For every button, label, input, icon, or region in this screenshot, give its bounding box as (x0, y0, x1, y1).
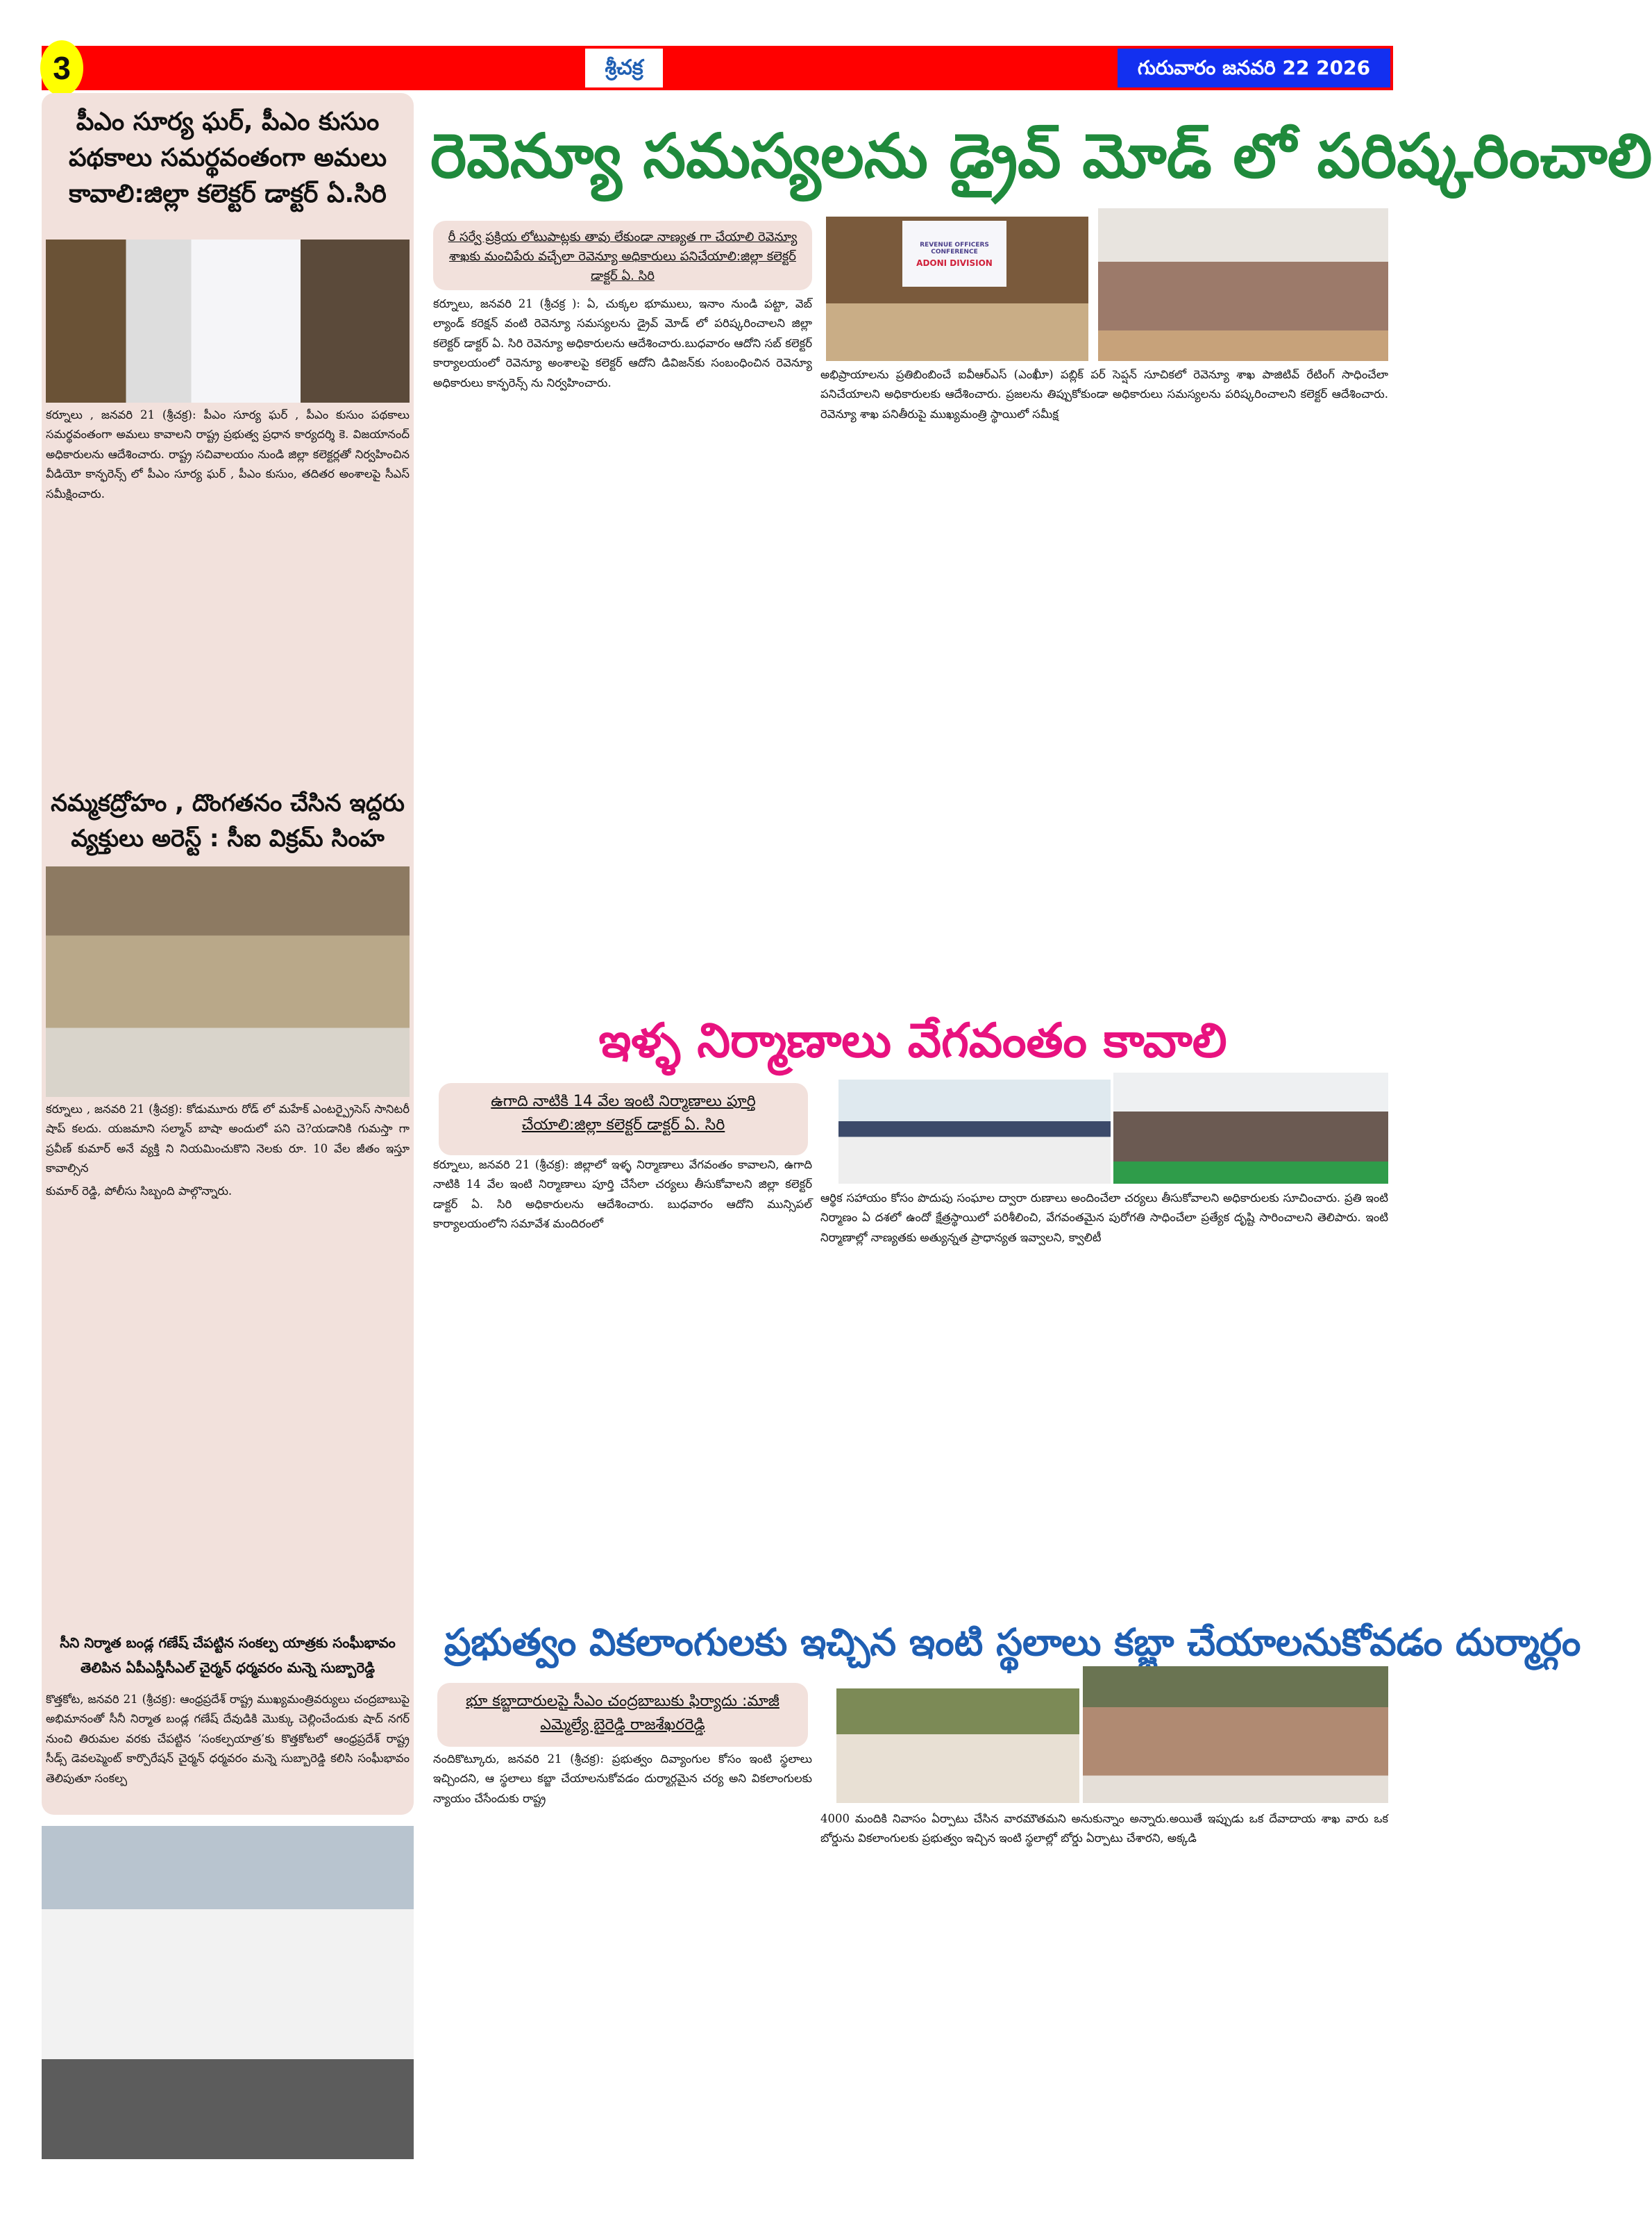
article-5-subhead: ఉగాది నాటికి 14 వేల ఇంటి నిర్మాణాలు పూర్తి చేయాలి:జిల్లా కలెక్టర్ డాక్టర్ ఏ. సిరి (439, 1083, 808, 1155)
article-6-subhead: భూ కబ్జాదారులపై సీఎం చంద్రబాబుకు ఫిర్యాదు :మాజీ ఎమ్మెల్యే బైరెడ్డి రాజశేఖరరెడ్డి (437, 1683, 808, 1747)
page-number: 3 (40, 40, 83, 96)
article-5-body-right: ఆర్థిక సహాయం కోసం పొదుపు సంఘాల ద్వారా రుణాలు అందించేలా చర్యలు తీసుకోవాలని అధికారులకు సూచించారు. ప్రతి ఇంటి నిర్మాణం ఏ దశలో ఉందో క్షేత్రస్థాయిలో పరిశీలించి, వేగవంతమైన పురోగతి సాధించేలా ప్రత్యేక దృష్టి సారించాలని తెలిపారు. ఇంటి నిర్మాణాల్లో నాణ్యతకు అత్యున్నత ప్రాధాన్యత ఇవ్వాలని, క్వాలిటీ (820, 1191, 1388, 1244)
revenue-officers-audience-photo (1098, 208, 1388, 361)
revenue-conference-photo (826, 217, 1088, 361)
newspaper-logo: శ్రీచక్ర (585, 49, 663, 87)
article-5-headline: ఇళ్ళ నిర్మాణాలు వేగవంతం కావాలి (598, 1014, 1227, 1068)
article-4-body: కర్నూలు, జనవరి 21 (శ్రీచక్ర ): ఏ, చుక్కల భూములు, ఇనాం నుండి పట్టా, వెబ్ ల్యాండ్ కరెక్షన్ వంటి రెవెన్యూ సమస్యలను డ్రైవ్ మోడ్ లో పరిష్కరించాలని జిల్లా కలెక్టర్ డాక్టర్ ఏ. సిరి రెవెన్యూ అధికారులను ఆదేశించారు.బుధవారం ఆదోని సబ్ కలెక్టర్ కార్యాలయంలో రెవెన్యూ అంశాలపై కలెక్టర్ ఆదోని డివిజన్‌కు సంబంధించిన రెవెన్యూ అధికారులు కాన్ఫరెన్స్ ను నిర్వహించారు. (433, 297, 812, 389)
article-4-body-right: అభిప్రాయాలను ప్రతిబింబించే ఐవీఆర్ఎస్ (ఎంఖీూ) పబ్లిక్ పర్ సెప్షన్ సూచికలో రెవెన్యూ శాఖ పాజిటివ్ రేటింగ్ సాధించేలా పనిచేయాలని అధికారులకు ఆదేశించారు. ప్రజలను తిప్పుకోకుండా అధికారులు సమస్యలను పరిష్కరించాలని కలెక్టర్ ఆదేశించారు. రెవెన్యూ శాఖ పనితీరుపై ముఖ్యమంత్రి స్థాయిలో సమీక్ష (820, 368, 1388, 421)
article-1-headline: పీఎం సూర్య ఘర్, పీఎం కుసుం పథకాలు సమర్థవంతంగా అమలు కావాలి:జిల్లా కలెక్టర్ డాక్టర్ ఏ.సిరి (68, 108, 387, 209)
collector-video-conference-photo (46, 240, 410, 403)
issue-date: గురువారం జనవరి 22 2026 (1118, 49, 1390, 87)
article-2-body: కర్నూలు , జనవరి 21 (శ్రీచక్ర): కోడుమూరు రోడ్ లో మహేక్ ఎంటర్ప్రైసెస్ సానిటరీ షాప్ కలదు. యజమాని సల్మాన్ బాషా అందులో పని చె?యడానికి గుమస్తా గా ప్రవీణ్ కుమార్ అనే వ్యక్తి ని నియమించుకొని నెలకు రూ. 10 వేల జీతం ఇస్తూ కావాల్సిన కుమార్ రెడ్డి, పోలీసు సిబ్బంది పాల్గొన్నారు. (46, 1102, 410, 1198)
banner-line-1: REVENUE OFFICERS CONFERENCE (920, 242, 989, 255)
article-1-body: కర్నూలు , జనవరి 21 (శ్రీచక్ర): పీఎం సూర్య ఘర్ , పీఎం కుసుం పథకాలు సమర్థవంతంగా అమలు కావాలని రాష్ట్ర ప్రభుత్వ ప్రధాన కార్యదర్శి కె. విజయానంద్ అధికారులను ఆదేశించారు. రాష్ట్ర సచివాలయం నుండి జిల్లా కలెక్టర్లతో నిర్వహించిన వీడియో కాన్ఫరెన్స్ లో పీఎం సూర్య ఘర్ , పీఎం కుసుం, తదితర అంశాలపై సీఎస్ సమీక్షించారు. (46, 408, 410, 501)
disabled-persons-group-photo (1083, 1666, 1388, 1803)
article-2-headline: నమ్మకద్రోహం , దొంగతనం చేసిన ఇద్దరు వ్యక్తులు అరెస్ట్ : సీఐ విక్రమ్ సింహ (51, 789, 405, 853)
article-6-body: నందికొట్కూరు, జనవరి 21 (శ్రీచక్ర): ప్రభుత్వం దివ్యాంగుల కోసం ఇంటి స్థలాలు ఇచ్చిందని, ఆ స్థలాలు కబ్జా చేయాలనుకోవడం దుర్మార్గమైన చర్య అని వికలాంగులకు న్యాయం చేసేందుకు రాష్ట్ర (433, 1752, 812, 1805)
housing-meeting-dais-photo (838, 1080, 1111, 1184)
disabled-persons-meeting-photo (836, 1688, 1079, 1803)
police-arrest-photo (46, 866, 410, 1097)
article-3-body: కొత్తకోట, జనవరి 21 (శ్రీచక్ర): ఆంధ్రప్రదేశ్ రాష్ట్ర ముఖ్యమంత్రివర్యులు చంద్రబాబుపై అభిమానంతో సీనీ నిర్మాత బండ్ల గణేష్ దేవుడికి మొక్కు చెల్లించేందుకు షాద్ నగర్ నుంచి తిరుమల వరకు చేపట్టిన ‘సంకల్పయాత్ర’కు కొత్తకోటలో ఆంధ్రప్రదేశ్ రాష్ట్ర సీడ్స్ డెవలప్మెంట్ కార్పొరేషన్ చైర్మన్ ధర్మవరం మన్నె సుబ్బారెడ్డి కలిసి సంఘీభావం తెలిపుతూ సంకల్ప (46, 1693, 410, 1785)
article-4-headline: రెవెన్యూ సమస్యలను డ్రైవ్ మోడ్ లో పరిష్కరించాలి (430, 120, 1652, 192)
article-4-subhead: రీ సర్వే ప్రక్రియ లోటుపాట్లకు తావు లేకుండా నాణ్యత గా చేయాలి రెవెన్యూ శాఖకు మంచిపేరు వచ్చేలా రెవెన్యూ అధికారులు పనిచేయాలి:జిల్లా కలెక్టర్ డాక్టర్ ఏ. సిరి (433, 221, 812, 290)
sankalpa-yatra-photo (42, 1826, 414, 2159)
article-5-body: కర్నూలు, జనవరి 21 (శ్రీచక్ర): జిల్లాలో ఇళ్ళ నిర్మాణాలు వేగవంతం కావాలని, ఉగాది నాటికి 14 వేల ఇంటి నిర్మాణాలు పూర్తి చేసేలా చర్యలు తీసుకోవాలని జిల్లా కలెక్టర్ డాక్టర్ ఏ. సిరి అధికారులను ఆదేశించారు. బుధవారం ఆదోని మున్సిపల్ కార్యాలయంలోని సమావేశ మందిరంలో (433, 1158, 812, 1231)
housing-meeting-audience-photo (1113, 1073, 1388, 1184)
article-3-headline: సీని నిర్మాత బండ్ల గణేష్ చేపట్టిన సంకల్ప యాత్రకు సంఘీభావం తెలిపిన ఏపీఎస్డీసీఎల్ చైర్మన్ ధర్మవరం మన్నె సుబ్బారెడ్డి (60, 1634, 396, 1676)
article-6-body-right: 4000 మందికి నివాసం ఏర్పాటు చేసిన వారమౌతమని అనుకున్నాం అన్నారు.అయితే ఇప్పుడు ఒక దేవాదాయ శాఖ వారు ఒక బోర్డును వికలాంగులకు ప్రభుత్వం ఇచ్చిన ఇంటి స్థలాల్లో బోర్డు ఏర్పాటు చేశారని, అక్కడి (820, 1812, 1388, 1845)
banner-line-2: ADONI DIVISION (916, 258, 993, 268)
article-6-headline: ప్రభుత్వం వికలాంగులకు ఇచ్చిన ఇంటి స్థలాలు కబ్జా చేయాలనుకోవడం దుర్మార్గం (444, 1620, 1581, 1664)
